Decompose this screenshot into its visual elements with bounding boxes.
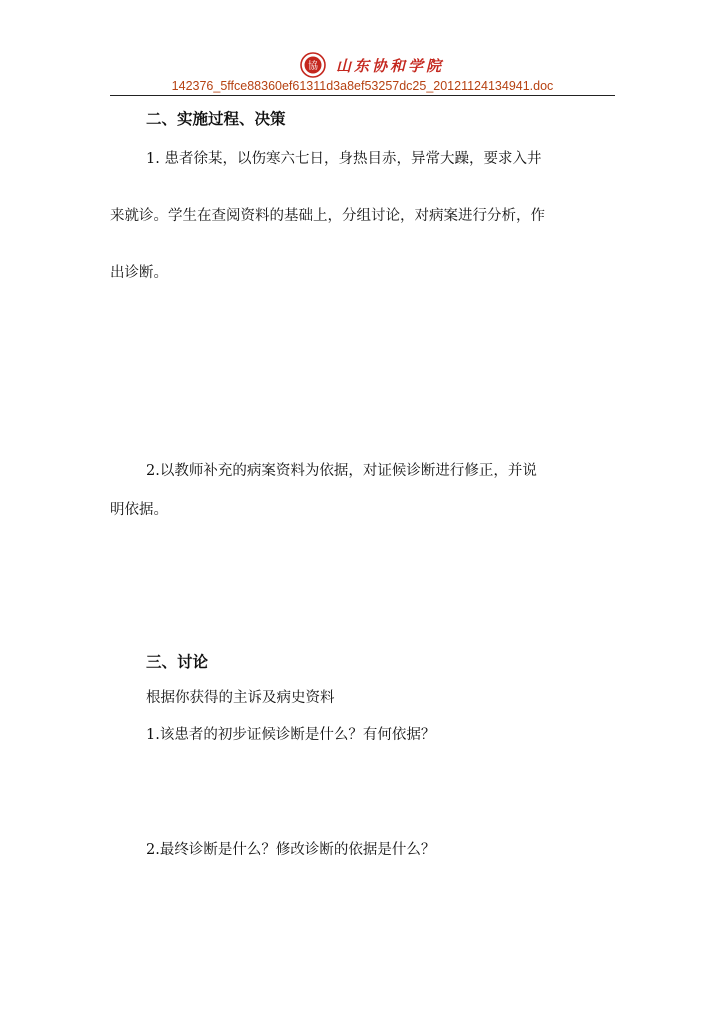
college-name: 山东协和学院 <box>336 57 445 75</box>
case1-line1: 1. 患者徐某，以伤寒六七日，身热目赤，异常大躁，要求入井 <box>146 151 542 167</box>
case2-line2: 明依据。 <box>110 502 168 518</box>
section-heading-discussion: 三、讨论 <box>146 652 209 671</box>
case2-line1: 2.以教师补充的病案资料为依据，对证候诊断进行修正，并说 <box>146 463 537 479</box>
case1-line3: 出诊断。 <box>110 265 168 281</box>
seal-text: 協 <box>308 61 318 72</box>
section-heading-implementation: 二、实施过程、决策 <box>146 109 286 128</box>
case1-line2: 来就诊。学生在查阅资料的基础上，分组讨论，对病案进行分析，作 <box>110 208 545 224</box>
college-seal-icon <box>300 52 326 78</box>
discussion-question-1: 1.该患者的初步证候诊断是什么？有何依据？ <box>146 727 436 743</box>
document-filename: 142376_5ffce88360ef61311d3a8ef53257dc25_20121124134941.doc <box>171 79 554 93</box>
discussion-intro: 根据你获得的主诉及病史资料 <box>146 690 335 706</box>
discussion-question-2: 2.最终诊断是什么？修改诊断的依据是什么？ <box>146 842 436 858</box>
college-logo <box>110 50 615 80</box>
page-header <box>110 50 615 96</box>
header-divider <box>110 95 615 96</box>
